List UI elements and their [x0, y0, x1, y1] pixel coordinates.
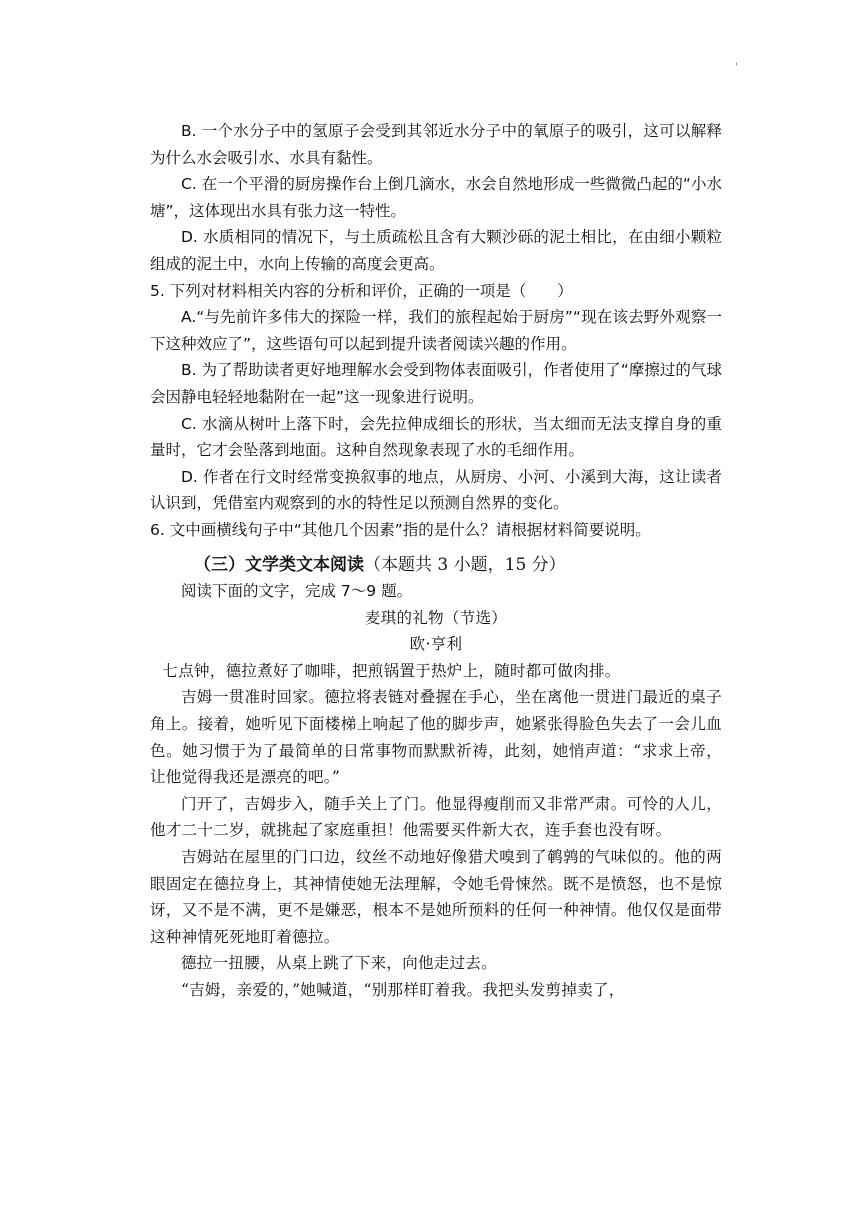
story-paragraph: 吉姆一贯准时回家。德拉将表链对叠握在手心，坐在离他一贯进门最近的桌子角上。接着，她听见下面楼梯上响起了他的脚步声，她紧张得脸色失去了一会儿血色。她习惯于为了最简单的日常事物而默默祈祷，此刻，她悄声道：“求求上帝，让他觉得我还是漂亮的吧。” [150, 688, 722, 787]
q5-option-b: B. 为了帮助读者更好地理解水会受到物体表面吸引，作者使用了“摩擦过的气球会因静电轻轻地黏附在一起”这一现象进行说明。 [150, 361, 722, 406]
q6-stem: 6. 文中画横线句子中“其他几个因素”指的是什么？请根据材料简要说明。 [150, 520, 651, 539]
section-title: （三）文学类文本阅读 [194, 554, 364, 575]
story-author: 欧·亨利 [409, 635, 463, 654]
section-note: （本题共 3 小题，15 分） [364, 554, 566, 575]
q5-option-a: A.“与先前许多伟大的探险一样，我们的旅程起始于厨房”“现在该去野外观察一下这种效应了”，这些语句可以起到提升读者阅读兴趣的作用。 [150, 308, 722, 353]
page-content [150, 118, 722, 1004]
story-title: 麦琪的礼物（节选） [364, 608, 508, 627]
section-instruction: 阅读下面的文字，完成 7～9 题。 [181, 582, 413, 601]
story-paragraph: 德拉一扭腰，从桌上跳了下来，向他走过去。 [181, 954, 498, 973]
q5-option-d: D. 作者在行文时经常变换叙事的地点，从厨房、小河、小溪到大海，这让读者认识到，凭借室内观察到的水的特性足以预测自然界的变化。 [150, 467, 722, 513]
story-paragraph: 七点钟，德拉煮好了咖啡，把煎锅置于热炉上，随时都可做肉排。 [162, 661, 621, 680]
page-mark: ' [735, 62, 738, 73]
story-paragraph: 吉姆站在屋里的门口边，纹丝不动地好像猎犬嗅到了鹌鹑的气味似的。他的两眼固定在德拉身上，其神情使她无法理解，令她毛骨悚然。既不是愤怒，也不是惊讶，又不是不满，更不是嫌恶，根本不是她所预料的任何一种神情。他仅仅是面带这种神情死死地盯着德拉。 [150, 848, 722, 946]
story-paragraph: 门开了，吉姆步入，随手关上了门。他显得瘦削而又非常严肃。可怜的人儿，他才二十二岁，就挑起了家庭重担！他需要买件新大衣，连手套也没有呀。 [150, 794, 722, 840]
q4-option-b: B. 一个水分子中的氢原子会受到其邻近水分子中的氧原子的吸引，这可以解释为什么水会吸引水、水具有黏性。 [150, 122, 722, 167]
story-paragraph: “吉姆，亲爱的，”她喊道，“别那样盯着我。我把头发剪掉卖了， [181, 981, 625, 999]
q4-option-d: D. 水质相同的情况下，与土质疏松且含有大颗沙砾的泥土相比，在由细小颗粒组成的泥土中，水向上传输的高度会更高。 [150, 228, 722, 273]
q5-option-c: C. 水滴从树叶上落下时，会先拉伸成细长的形状，当太细而无法支撑自身的重量时，它才会坠落到地面。这种自然现象表现了水的毛细作用。 [150, 414, 722, 460]
q4-option-c: C. 在一个平滑的厨房操作台上倒几滴水，水会自然地形成一些微微凸起的“小水塘”，这体现出水具有张力这一特性。 [150, 175, 722, 220]
q5-stem: 5. 下列对材料相关内容的分析和评价，正确的一项是（ ） [150, 281, 573, 300]
section-heading [150, 552, 722, 579]
